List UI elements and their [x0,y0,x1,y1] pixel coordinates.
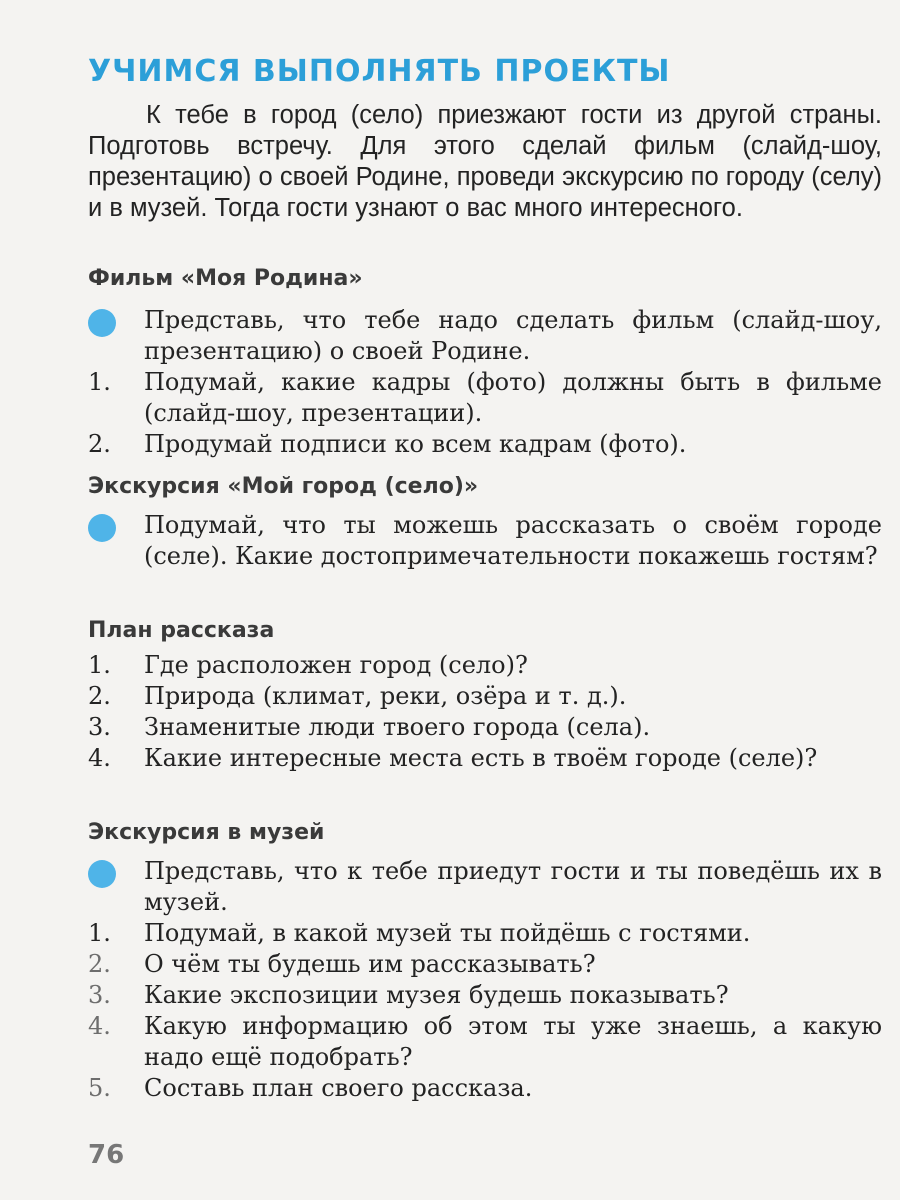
task-text: Представь, что тебе надо сделать фильм (слайд-шоу, презентацию) о своей Родине. [144,306,882,365]
list-number: 1. [88,919,111,947]
intro-paragraph [88,100,882,224]
list-text: Подумай, какие кадры (фото) должны быть в фильме (слайд-шоу, презентации). [144,368,882,427]
section-heading-city-tour: Экскурсия «Мой город (село)» [88,474,479,499]
list-item [88,743,882,774]
section-city-tour [88,510,882,572]
list-number: 3. [88,713,111,741]
section-museum [88,856,882,1104]
page-title: УЧИМСЯ ВЫПОЛНЯТЬ ПРОЕКТЫ [88,54,671,89]
task-item [88,856,882,918]
list-item [88,367,882,429]
section-heading-film: Фильм «Моя Родина» [88,266,363,291]
list-text: Природа (климат, реки, озёра и т. д.). [144,682,627,710]
list-item [88,681,882,712]
section-heading-story-plan: План рассказа [88,618,275,643]
list-item [88,980,882,1011]
section-film [88,305,882,460]
blue-dot-icon [88,309,116,337]
section-heading-museum: Экскурсия в музей [88,820,325,845]
list-number: 4. [88,1012,111,1040]
task-text: Представь, что к тебе приедут гости и ты поведёшь их в музей. [144,857,882,916]
list-item [88,1011,882,1073]
list-item [88,650,882,681]
list-number: 2. [88,430,111,458]
list-number: 4. [88,744,111,772]
list-number: 2. [88,950,111,978]
intro-text: К тебе в город (село) приезжают гости из другой страны. Подготовь встречу. Для этого сделай фильм (слайд-шоу, презентацию) о своей Родине, проведи экскурсию по городу (селу) и в музей. Тогда гости узнают о вас много интересного. [88,101,882,222]
list-text: Знаменитые люди твоего города (села). [144,713,651,741]
list-item [88,1073,882,1104]
list-number: 2. [88,682,111,710]
list-text: Подумай, в какой музей ты пойдёшь с гостями. [144,919,751,947]
list-text: Какие экспозиции музея будешь показывать? [144,981,729,1009]
list-item [88,918,882,949]
blue-dot-icon [88,514,116,542]
list-number: 1. [88,651,111,679]
list-text: О чём ты будешь им рассказывать? [144,950,596,978]
list-item [88,712,882,743]
list-item [88,429,882,460]
section-story-plan [88,650,882,774]
task-item [88,510,882,572]
list-text: Составь план своего рассказа. [144,1074,533,1102]
list-text: Какие интересные места есть в твоём городе (селе)? [144,744,818,772]
blue-dot-icon [88,860,116,888]
task-text: Подумай, что ты можешь рассказать о своём городе (селе). Какие достопримечательности покажешь гостям? [144,511,882,570]
page-number: 76 [88,1140,125,1170]
list-number: 5. [88,1074,111,1102]
list-text: Продумай подписи ко всем кадрам (фото). [144,430,687,458]
list-item [88,949,882,980]
list-number: 3. [88,981,111,1009]
list-text: Какую информацию об этом ты уже знаешь, а какую надо ещё подобрать? [144,1012,882,1071]
list-text: Где расположен город (село)? [144,651,528,679]
task-item [88,305,882,367]
list-number: 1. [88,368,111,396]
